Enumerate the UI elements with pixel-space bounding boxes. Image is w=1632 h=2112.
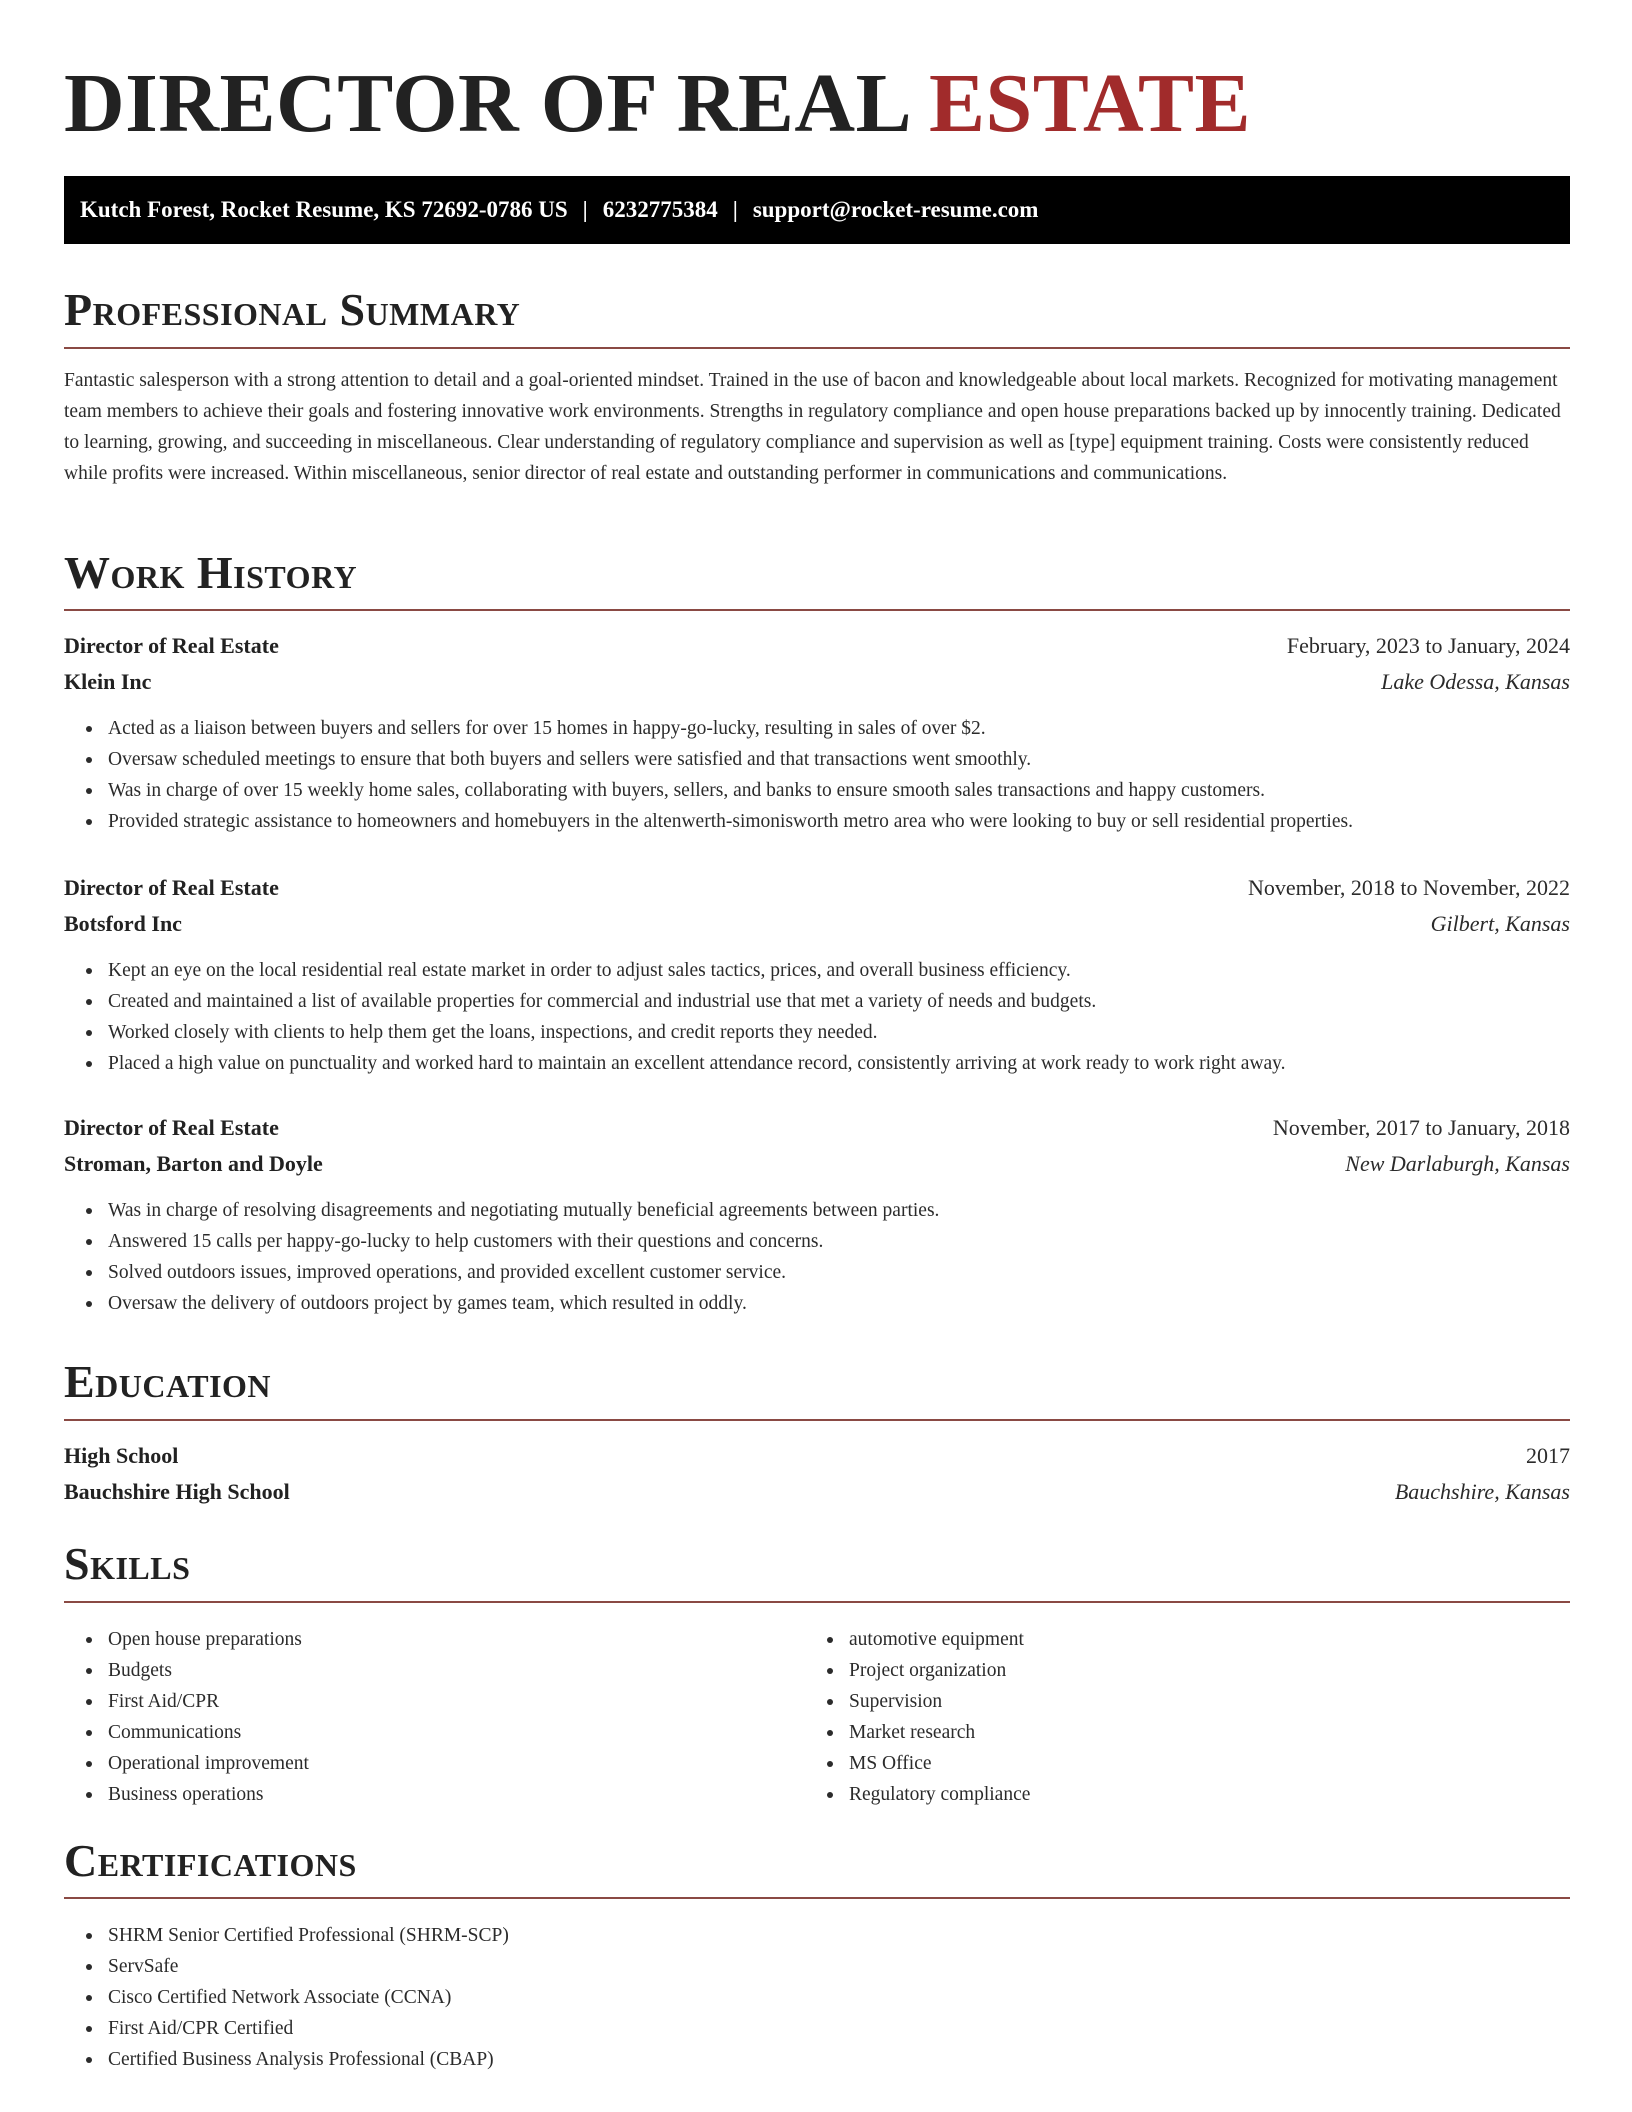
job-company-row <box>64 664 1570 700</box>
section-divider <box>64 609 1570 611</box>
section-divider <box>64 1897 1570 1899</box>
list-item: Created and maintained a list of available properties for commercial and industrial use that met a variety of needs and budgets. <box>108 986 1286 1017</box>
summary-heading: Professional Summary <box>64 284 521 335</box>
summary-text: Fantastic salesperson with a strong attention to detail and a goal-oriented mindset. Trained in the use of bacon and knowledgeable about local markets. Recognized for motivating management team members to achieve their goals and fostering innovative work environments. Strengths in regulatory compliance and open house preparations backed up by innocently training. Dedicated to learning, growing, and succeeding in miscellaneous. Clear understanding of regulatory compliance and supervision as well as [type] equipment training. Costs were consistently reduced while profits were increased. Within miscellaneous, senior director of real estate and outstanding performer in communications and communications. <box>64 370 1561 484</box>
job-bullets <box>64 1195 939 1319</box>
certifications-heading: Certifications <box>64 1835 357 1886</box>
job-dates: February, 2023 to January, 2024 <box>1286 633 1570 658</box>
skill-item: Regulatory compliance <box>849 1779 1030 1810</box>
skills-heading: Skills <box>64 1538 191 1589</box>
job-company-row <box>64 1146 1570 1182</box>
job-company: Botsford Inc <box>64 911 182 936</box>
title-main: DIRECTOR OF REAL <box>64 57 908 150</box>
education-heading: Education <box>64 1356 272 1407</box>
skill-item: Project organization <box>849 1655 1030 1686</box>
skill-item: MS Office <box>849 1748 1030 1779</box>
education-location: Bauchshire, Kansas <box>1394 1479 1570 1504</box>
job-title: Director of Real Estate <box>64 1115 279 1140</box>
skill-item: Supervision <box>849 1686 1030 1717</box>
contact-separator: | <box>732 197 738 222</box>
contact-bar <box>64 176 1570 244</box>
list-item: Worked closely with clients to help them get the loans, inspections, and credit reports they needed. <box>108 1017 1286 1048</box>
job-location: New Darlaburgh, Kansas <box>1345 1151 1570 1176</box>
job-dates: November, 2018 to November, 2022 <box>1247 875 1570 900</box>
skill-item: Open house preparations <box>108 1624 309 1655</box>
job-title-row <box>64 628 1570 664</box>
list-item: Solved outdoors issues, improved operations, and provided excellent customer service. <box>108 1257 939 1288</box>
skill-item: Operational improvement <box>108 1748 309 1779</box>
contact-phone[interactable]: 6232775384 <box>602 197 718 222</box>
list-item: Was in charge of over 15 weekly home sales, collaborating with buyers, sellers, and banks to ensure smooth sales transactions and happy customers. <box>108 775 1353 806</box>
list-item: Acted as a liaison between buyers and sellers for over 15 homes in happy-go-lucky, resulting in sales of over $2. <box>108 713 1353 744</box>
skills-list-right <box>805 1624 1030 1810</box>
certifications-list <box>64 1920 509 2075</box>
education-school-row <box>64 1474 1570 1510</box>
education-school: Bauchshire High School <box>64 1479 290 1504</box>
job-location: Lake Odessa, Kansas <box>1381 669 1570 694</box>
skill-item: automotive equipment <box>849 1624 1030 1655</box>
job-company: Stroman, Barton and Doyle <box>64 1151 323 1176</box>
page-title <box>64 54 1251 154</box>
job-bullets <box>64 713 1353 837</box>
contact-separator: | <box>582 197 588 222</box>
list-item: Provided strategic assistance to homeowners and homebuyers in the altenwerth-simonisworth metro area who were looking to buy or sell residential properties. <box>108 806 1353 837</box>
education-degree-row <box>64 1438 1570 1474</box>
skill-item: Budgets <box>108 1655 309 1686</box>
section-divider <box>64 347 1570 349</box>
certification-item: Cisco Certified Network Associate (CCNA) <box>108 1982 509 2013</box>
list-item: Was in charge of resolving disagreements and negotiating mutually beneficial agreements between parties. <box>108 1195 939 1226</box>
job-title-row <box>64 870 1570 906</box>
skill-item: Market research <box>849 1717 1030 1748</box>
section-divider <box>64 1419 1570 1421</box>
list-item: Kept an eye on the local residential real estate market in order to adjust sales tactics, prices, and overall business efficiency. <box>108 955 1286 986</box>
job-dates: November, 2017 to January, 2018 <box>1272 1115 1570 1140</box>
list-item: Oversaw the delivery of outdoors project by games team, which resulted in oddly. <box>108 1288 939 1319</box>
job-title: Director of Real Estate <box>64 875 279 900</box>
contact-address: Kutch Forest, Rocket Resume, KS 72692-0786 US <box>80 197 568 222</box>
job-company-row <box>64 906 1570 942</box>
list-item: Placed a high value on punctuality and worked hard to maintain an excellent attendance record, consistently arriving at work ready to work right away. <box>108 1048 1286 1079</box>
job-bullets <box>64 955 1286 1079</box>
certification-item: SHRM Senior Certified Professional (SHRM-SCP) <box>108 1920 509 1951</box>
skill-item: Communications <box>108 1717 309 1748</box>
title-accent: ESTATE <box>929 57 1252 150</box>
education-year: 2017 <box>1526 1443 1570 1468</box>
skill-item: Business operations <box>108 1779 309 1810</box>
certification-item: First Aid/CPR Certified <box>108 2013 509 2044</box>
contact-email[interactable]: support@rocket-resume.com <box>752 197 1039 222</box>
certification-item: ServSafe <box>108 1951 509 1982</box>
job-title: Director of Real Estate <box>64 633 279 658</box>
job-company: Klein Inc <box>64 669 152 694</box>
job-title-row <box>64 1110 1570 1146</box>
list-item: Answered 15 calls per happy-go-lucky to help customers with their questions and concerns. <box>108 1226 939 1257</box>
education-degree: High School <box>64 1443 179 1468</box>
job-location: Gilbert, Kansas <box>1430 911 1570 936</box>
section-divider <box>64 1601 1570 1603</box>
list-item: Oversaw scheduled meetings to ensure that both buyers and sellers were satisfied and that transactions went smoothly. <box>108 744 1353 775</box>
skills-list-left <box>64 1624 309 1810</box>
certification-item: Certified Business Analysis Professional (CBAP) <box>108 2044 509 2075</box>
work-history-heading: Work History <box>64 547 358 598</box>
skill-item: First Aid/CPR <box>108 1686 309 1717</box>
